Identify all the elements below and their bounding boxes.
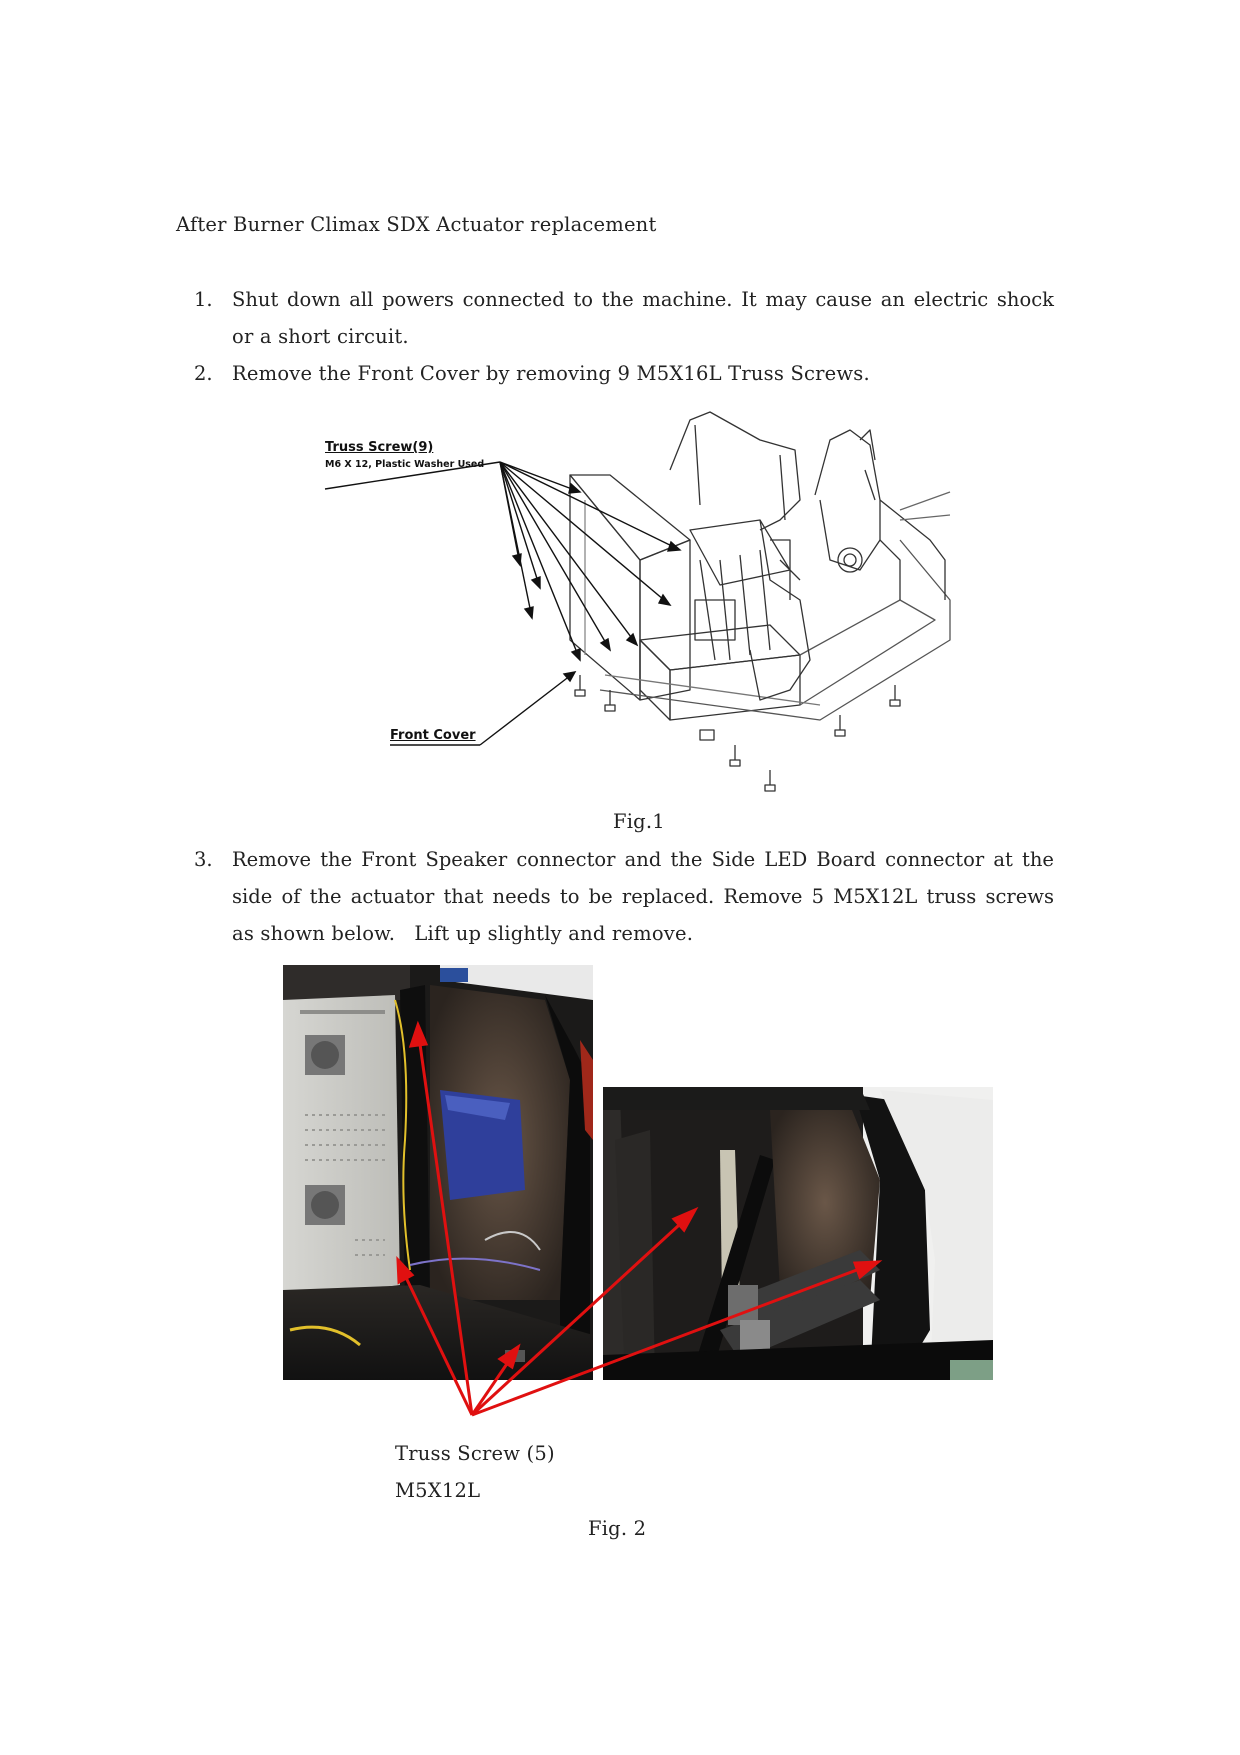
- fig1-truss-screw-label: Truss Screw(9): [325, 440, 434, 455]
- fig2-photo-right: [603, 1087, 993, 1380]
- step-number: 3.: [194, 848, 213, 871]
- fig1-front-cover-label: Front Cover: [390, 728, 476, 743]
- step-1-line-2: or a short circuit.: [232, 325, 409, 348]
- step-number: 2.: [194, 362, 213, 385]
- fig2-truss-screw-label: Truss Screw (5): [395, 1442, 555, 1465]
- fig2-truss-screw-spec: M5X12L: [395, 1479, 481, 1502]
- fig1-caption: Fig.1: [613, 810, 665, 833]
- step-3-line-2: side of the actuator that needs to be replaced. Remove 5 M5X12L truss screws: [232, 885, 1054, 908]
- page-title: After Burner Climax SDX Actuator replacement: [176, 213, 657, 236]
- fig2-caption: Fig. 2: [588, 1517, 647, 1540]
- step-2-line-1: Remove the Front Cover by removing 9 M5X16L Truss Screws.: [232, 362, 870, 385]
- step-1-line-1: Shut down all powers connected to the machine. It may cause an electric shock: [232, 288, 1054, 311]
- step-3-line-1: Remove the Front Speaker connector and the Side LED Board connector at the: [232, 848, 1054, 871]
- step-3-line-3: as shown below. Lift up slightly and remove.: [232, 922, 694, 945]
- step-number: 1.: [194, 288, 213, 311]
- fig1-truss-screw-spec: M6 X 12, Plastic Washer Used: [325, 459, 485, 470]
